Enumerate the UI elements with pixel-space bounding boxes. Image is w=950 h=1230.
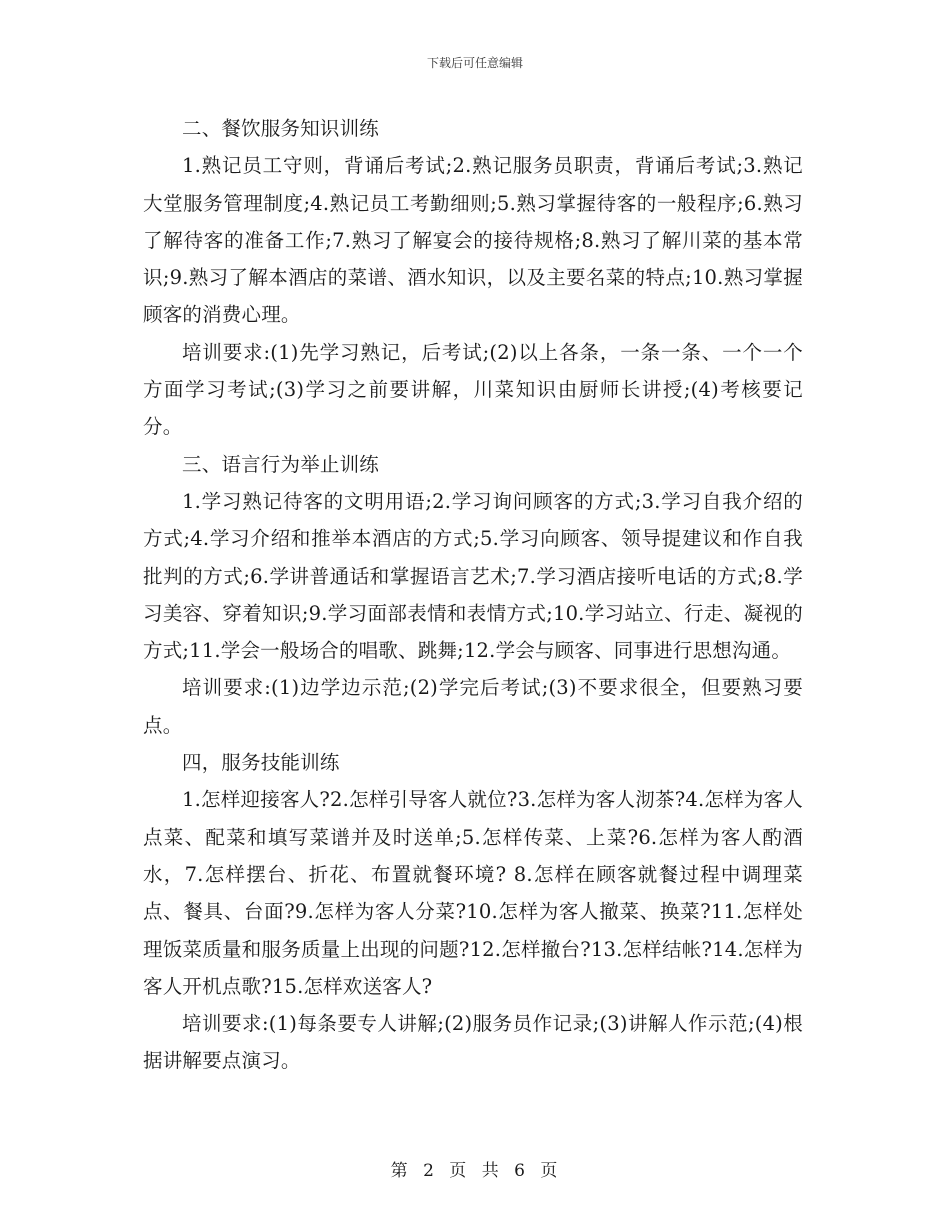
paragraph-language-behavior-items: 1.学习熟记待客的文明用语;2.学习询问顾客的方式;3.学习自我介绍的方式;4.学习介绍和推举本酒店的方式;5.学习向顾客、领导提建议和作自我批判的方式;6.学讲普通话和掌握语言艺术;7.学习酒店接听电话的方式;8.学习美容、穿着知识;9.学习面部表情和表情方式;10.学习站立、行走、凝视的方式;11.学会一般场合的唱歌、跳舞;12.学会与顾客、同事进行思想沟通。 (143, 489, 803, 663)
section-heading-service-skills: 四，服务技能训练 (182, 751, 340, 775)
page-header: 下载后可任意编辑 (426, 56, 523, 70)
paragraph-training-requirements-2: 培训要求:(1)边学边示范;(2)学完后考试;(3)不要求很全，但要熟习要点。 (143, 676, 803, 737)
paragraph-catering-knowledge-items: 1.熟记员工守则，背诵后考试;2.熟记服务员职责，背诵后考试;3.熟记大堂服务管理制度;4.熟记员工考勤细则;5.熟习掌握待客的一般程序;6.熟习了解待客的准备工作;7.熟习了解宴会的接待规格;8.熟习了解川菜的基本常识;9.熟习了解本酒店的菜谱、酒水知识，以及主要名菜的特点;10.熟习掌握顾客的消费心理。 (143, 154, 803, 327)
section-heading-catering-knowledge: 二、餐饮服务知识训练 (182, 117, 380, 140)
paragraph-training-requirements-1: 培训要求:(1)先学习熟记，后考试;(2)以上各条，一条一条、一个一个方面学习考试;(3)学习之前要讲解，川菜知识由厨师长讲授;(4)考核要记分。 (143, 340, 803, 439)
paragraph-training-requirements-3: 培训要求:(1)每条要专人讲解;(2)服务员作记录;(3)讲解人作示范;(4)根据讲解要点演习。 (143, 1012, 803, 1073)
page-footer: 第 2 页 共 6 页 (390, 1161, 560, 1181)
document-body (143, 110, 803, 1080)
paragraph-service-skills-items: 1.怎样迎接客人?2.怎样引导客人就位?3.怎样为客人沏茶?4.怎样为客人点菜、配菜和填写菜谱并及时送单;5.怎样传菜、上菜?6.怎样为客人酌酒水，7.怎样摆台、折花、布置就餐环境? 8.怎样在顾客就餐过程中调理菜点、餐具、台面?9.怎样为客人分菜?10.怎样为客人撤菜、换菜?11.怎样处理饭菜质量和服务质量上出现的问题?12.怎样撤台?13.怎样结帐?14.怎样为客人开机点歌?15.怎样欢送客人? (143, 788, 803, 998)
section-heading-language-behavior: 三、语言行为举止训练 (182, 452, 380, 476)
